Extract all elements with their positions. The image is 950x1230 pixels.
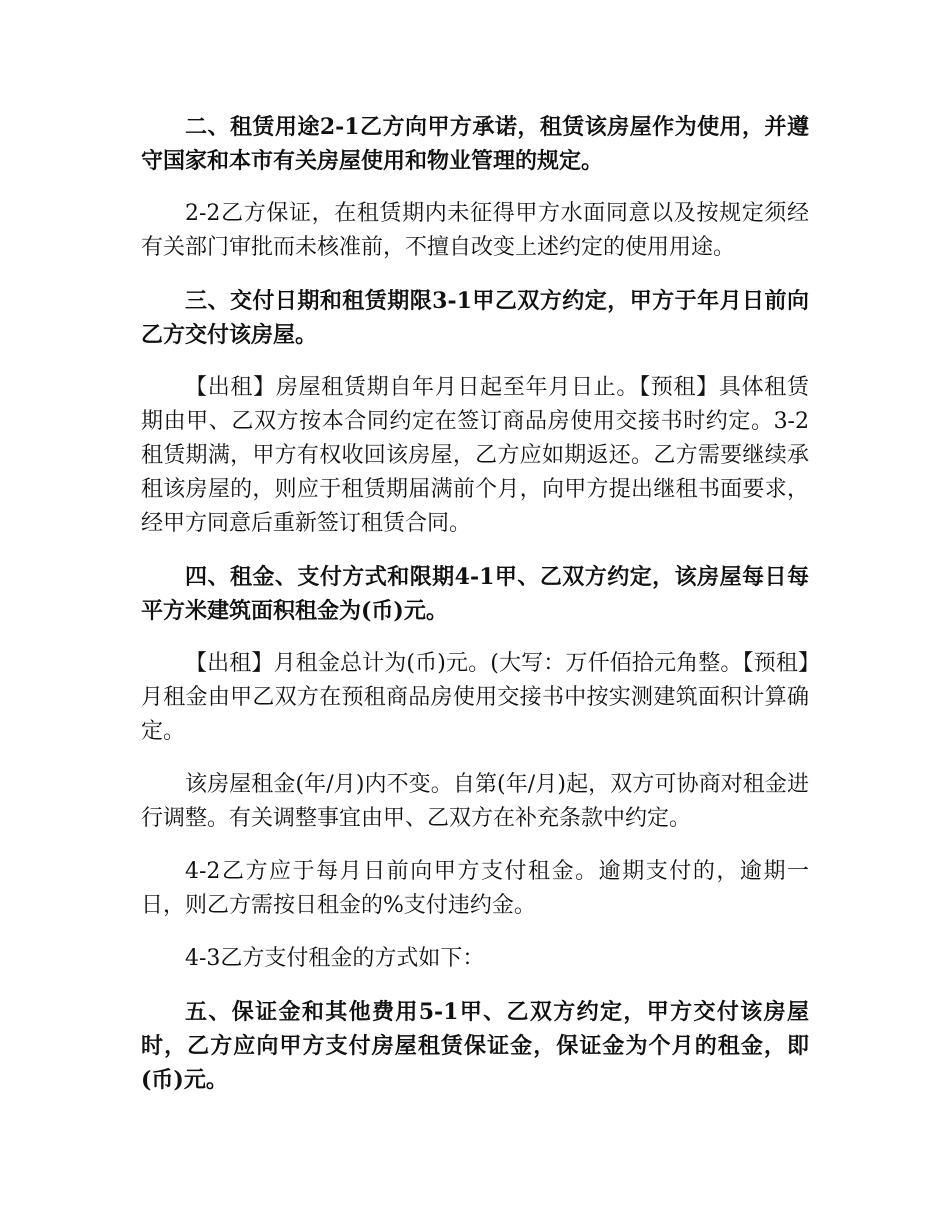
document-page: [141, 110, 809, 1116]
section-heading-rental-purpose: 二、租赁用途2-1乙方向甲方承诺，租赁该房屋作为使用，并遵守国家和本市有关房屋使用和物业管理的规定。: [141, 114, 809, 174]
clause-monthly-rent: 【出租】月租金总计为(币)元。(大写：万仟佰拾元角整。【预租】月租金由甲乙双方在预租商品房使用交接书中按实测建筑面积计算确定。: [141, 651, 809, 744]
clause-rent-adjustment: 该房屋租金(年/月)内不变。自第(年/月)起，双方可协商对租金进行调整。有关调整事宜由甲、乙双方在补充条款中约定。: [141, 772, 809, 831]
section-heading-delivery-term: 三、交付日期和租赁期限3-1甲乙双方约定，甲方于年月日前向乙方交付该房屋。: [141, 288, 809, 348]
section-heading-deposit-fees: 五、保证金和其他费用5-1甲、乙双方约定，甲方交付该房屋时，乙方应向甲方支付房屋租赁保证金，保证金为个月的租金，即(币)元。: [141, 999, 809, 1093]
clause-lease-period: 【出租】房屋租赁期自年月日起至年月日止。【预租】具体租赁期由甲、乙双方按本合同约定在签订商品房使用交接书时约定。3-2租赁期满，甲方有权收回该房屋，乙方应如期返还。乙方需要继续承租该房屋的，则应于租赁期届满前个月，向甲方提出继租书面要求，经甲方同意后重新签订租赁合同。: [141, 375, 809, 536]
clause-2-2-usage-guarantee: 2-2乙方保证，在租赁期内未征得甲方水面同意以及按规定须经有关部门审批而未核准前，不擅自改变上述约定的使用用途。: [141, 201, 809, 260]
section-heading-rent-payment: 四、租金、支付方式和限期4-1甲、乙双方约定，该房屋每日每平方米建筑面积租金为(币)元。: [141, 564, 809, 624]
clause-4-3-payment-method: 4-3乙方支付租金的方式如下：: [185, 946, 485, 971]
clause-4-2-payment-deadline: 4-2乙方应于每月日前向甲方支付租金。逾期支付的，逾期一日，则乙方需按日租金的%支付违约金。: [141, 859, 809, 918]
